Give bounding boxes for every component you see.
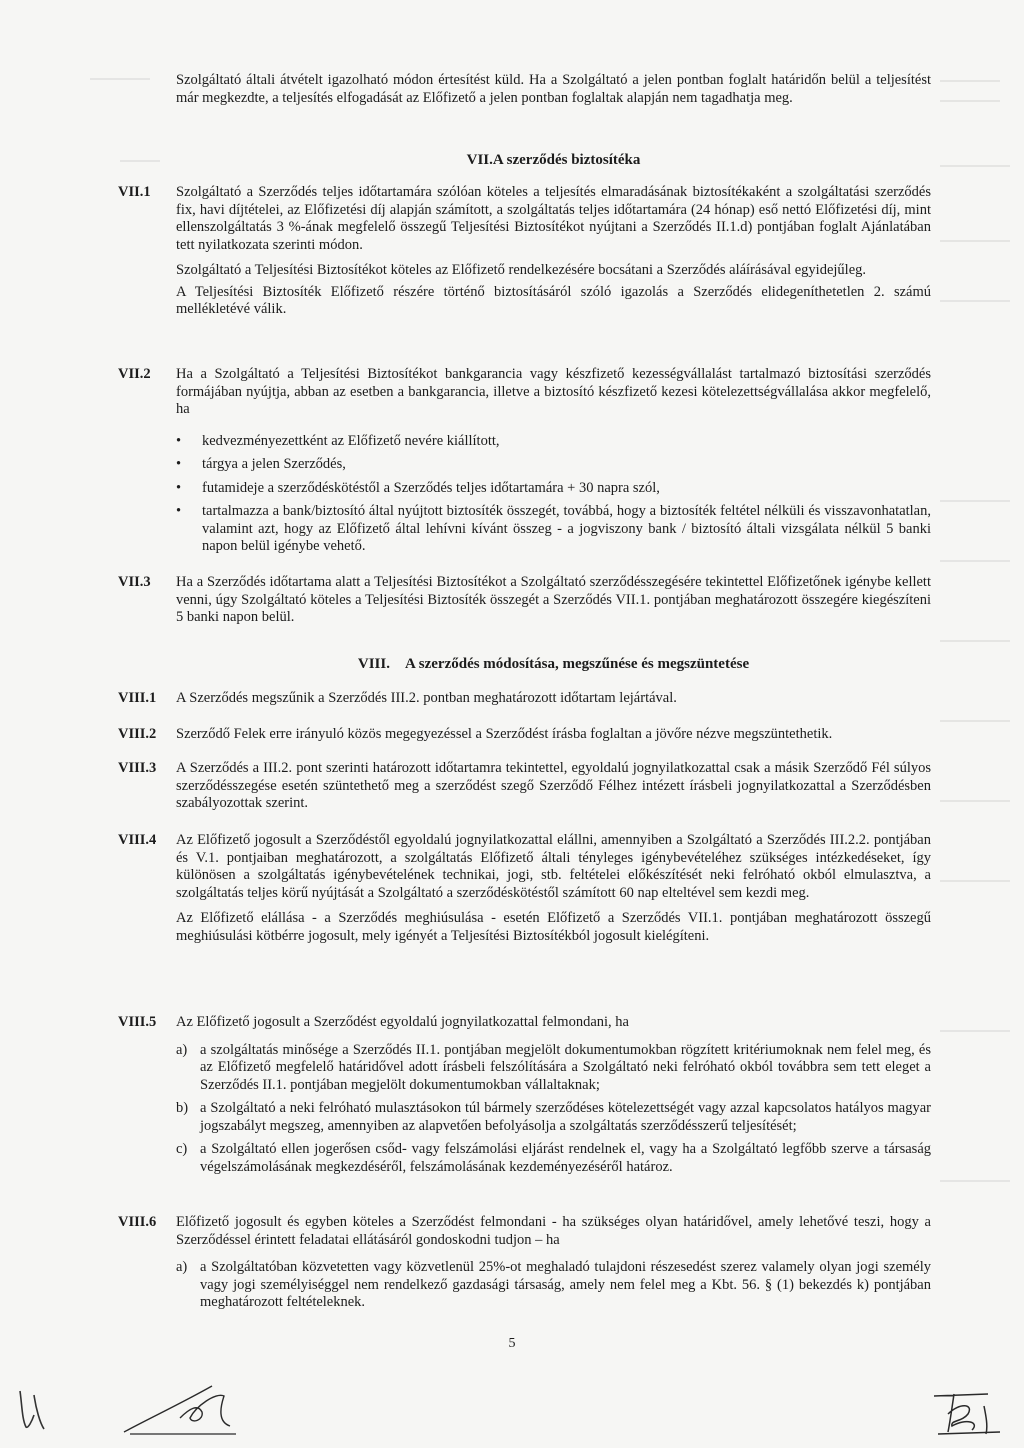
section-8-heading (176, 656, 931, 673)
page-number: 5 (508, 1336, 516, 1351)
section-8-4-paragraph-b: Az Előfizető elállása - a Szerződés meghiúsulása - esetén Előfizető a Szerződés VII.1. pontjában meghatározott összegű meghiúsulási kötbérre jogosult, mely igényét a Teljesítési Biztosítékból jogosult kielégíteni. (176, 910, 931, 944)
section-8-number: VIII. (357, 656, 390, 672)
list-item: • kedvezményezettként az Előfizető nevére kiállított, (176, 433, 931, 451)
initials-left-signature (14, 1385, 54, 1435)
section-8-2-text: Szerződő Felek erre irányuló közös megegyezéssel a Szerződést írásba foglaltan a jövőre nézve megszüntethetik. (176, 726, 833, 742)
section-8-2-number: VIII.2 (118, 726, 157, 742)
list-item: a) a Szolgáltatóban közvetetten vagy közvetlenül 25%-ot meghaladó tulajdoni részesedést szerez valamely olyan jogi személy vagy jogi személyiséggel nem rendelkező gazdasági társaság, amely nem felel meg a Kbt. 56. § (1) bekezdés k) pontjában meghatározott feltételeknek. (176, 1259, 931, 1310)
section-7-1-paragraph-b: Szolgáltató a Teljesítési Biztosítékot köteles az Előfizető rendelkezésére bocsátani a Szerződés aláírásával egyidejűleg. (176, 262, 867, 278)
section-7-2-paragraph: Ha a Szolgáltató a Teljesítési Biztosítékot bankgarancia vagy készfizető kezességvállalást tartalmazó biztosítási szerződés formájában nyújtja, abban az esetben a bankgarancia, illetve a biztosító készfizető kezesi kötelezettségvállalása akkor megfelelő, ha (176, 366, 931, 417)
section-8-5-number: VIII.5 (118, 1014, 157, 1030)
initials-right-signature (928, 1388, 1008, 1438)
list-item: • tartalmazza a bank/biztosító által nyújtott biztosíték összegét, továbbá, hogy a biztosíték feltétel nélküli és visszavonhatatlan, valamint azt, hogy az Előfizető által lehívni kívánt összeg - a jogviszony bank / biztosító általi vizsgálata nélkül 5 banki napon belül igénybe vehető. (176, 503, 931, 556)
list-item: • tárgya a jelen Szerződés, (176, 456, 931, 474)
section-8-4-number: VIII.4 (118, 832, 157, 848)
section-8-6-text (176, 1214, 931, 1312)
section-7-3-text: Ha a Szerződés időtartama alatt a Teljesítési Biztosítékot a Szolgáltató szerződésszegésére tekintettel Előfizetőnek igénybe kellett venni, úgy Szolgáltató köteles a Teljesítési Biztosíték összegét a Szerződés VII.1. pontjában meghatározott összegére kiegészíteni 5 banki napon belül. (176, 574, 931, 625)
intro-paragraph: Szolgáltató általi átvételt igazolható módon értesítést küld. Ha a Szolgáltató a jelen pontban foglalt határidőn belül a teljesítést már megkezdte, a teljesítés elfogadását az Előfizető a jelen pontban foglaltak alapján nem tagadhatja meg. (176, 72, 931, 106)
list-item: a) a szolgáltatás minősége a Szerződés II.1. pontjában megjelölt dokumentumokban rögzített kritériumoknak nem felel meg, és az Előfizető megfelelő határidővel adott írásbeli felszólítására a Szolgáltató neki felróható okból továbbra sem tett eleget a Szerződés II.1. pontjában megjelölt dokumentumokban vállaltaknak; (176, 1041, 931, 1093)
list-item: c) a Szolgáltató ellen jogerősen csőd- vagy felszámolási eljárást rendelnek el, vagy ha a Szolgáltató legfőbb szerve a társaság végelszámolásának megkezdéséről, felszámolásának kezdeményezéséről határoz. (176, 1141, 931, 1175)
section-8-4-paragraph: Az Előfizető jogosult a Szerződéstől egyoldalú jognyilatkozattal elállni, amennyiben a Szolgáltató a Szerződés III.2.2. pontjában és V.1. pontjaiban meghatározott, a szolgáltatás Előfizető általi tényleges igénybevételéhez szükséges intézkedéseket, így különösen a szolgáltatás igénybevételének technikai, jogi, stb. feltételei előkészítését neki felróható okból elmulasztva, a szolgáltatás teljes körű nyújtását a Szolgáltató a szerződéskötéstől számított 60 nap elteltével sem kezdi meg. (176, 832, 931, 901)
section-8-4-text (176, 832, 931, 949)
section-7-1-text (176, 184, 931, 323)
section-7-1-paragraph-c: A Teljesítési Biztosíték Előfizető részére történő biztosításáról szóló igazolás a Szerződés elidegeníthetetlen 2. számú mellékletévé válik. (176, 283, 931, 317)
section-8-5-list (176, 1042, 931, 1177)
section-8-title: A szerződés módosítása, megszűnése és megszüntetése (405, 656, 750, 672)
section-8-5-paragraph: Az Előfizető jogosult a Szerződést egyoldalú jognyilatkozattal felmondani, ha (176, 1014, 629, 1030)
section-7-2-text (176, 366, 931, 556)
section-8-6-number: VIII.6 (118, 1214, 157, 1230)
list-item: • futamideje a szerződéskötéstől a Szerződés teljes időtartamára + 30 napra szól, (176, 480, 931, 498)
section-7-heading: VII.A szerződés biztosítéka (466, 152, 641, 168)
list-item: b) a Szolgáltató a neki felróható mulasztásokon túl bármely szerződéses kötelezettségét vagy azzal kapcsolatos hatályos magyar jogszabályt megszeg, amennyiben az alapvetően befolyásolja a szolgáltatás szerződésszerű teljesítését; (176, 1100, 931, 1134)
section-8-3-text: A Szerződés a III.2. pont szerinti határozott időtartamra tekintettel, egyoldalú jognyilatkozattal csak a másik Szerződő Fél súlyos szerződésszegése esetén szüntethető meg a szerződést szegő Szerződő Félhez intézett írásbeli jognyilatkozattal a Szerződésben szabályozottak szerint. (176, 760, 931, 811)
section-8-5-text (176, 1014, 931, 1176)
section-7-2-list (176, 433, 931, 556)
section-8-3-number: VIII.3 (118, 760, 157, 776)
section-7-1-paragraph: Szolgáltató a Szerződés teljes időtartamára szólóan köteles a teljesítés elmaradásának biztosítékaként a szolgáltatási szerződés fix, havi díjtételei, az Előfizetési díj alapján számított, a szolgáltatás teljes időtartamára (24 hónap) eső nettó Előfizetési díj, mint ellenszolgáltatás 3 %-ának megfelelő összegű Teljesítési Biztosítékot nyújtani a Szerződés II.1.d) pontjában foglalt Ajánlatában tett nyilatkozata szerinti módon. (176, 184, 931, 253)
section-8-6-paragraph: Előfizető jogosult és egyben köteles a Szerződést felmondani - ha szükséges olyan határidővel, amely lehetővé teszi, hogy a Szerződéssel érintett feladatai ellátásáról gondoskodni tudjon – ha (176, 1214, 931, 1248)
section-7-2-number: VII.2 (118, 366, 151, 382)
section-8-1-text: A Szerződés megszűnik a Szerződés III.2. pontban meghatározott időtartam lejártával. (176, 690, 677, 706)
section-8-1-number: VIII.1 (118, 690, 157, 706)
handwritten-signature (120, 1378, 260, 1438)
section-7-1-number: VII.1 (118, 184, 151, 200)
section-7-3-number: VII.3 (118, 574, 151, 590)
section-8-6-list (176, 1259, 931, 1312)
